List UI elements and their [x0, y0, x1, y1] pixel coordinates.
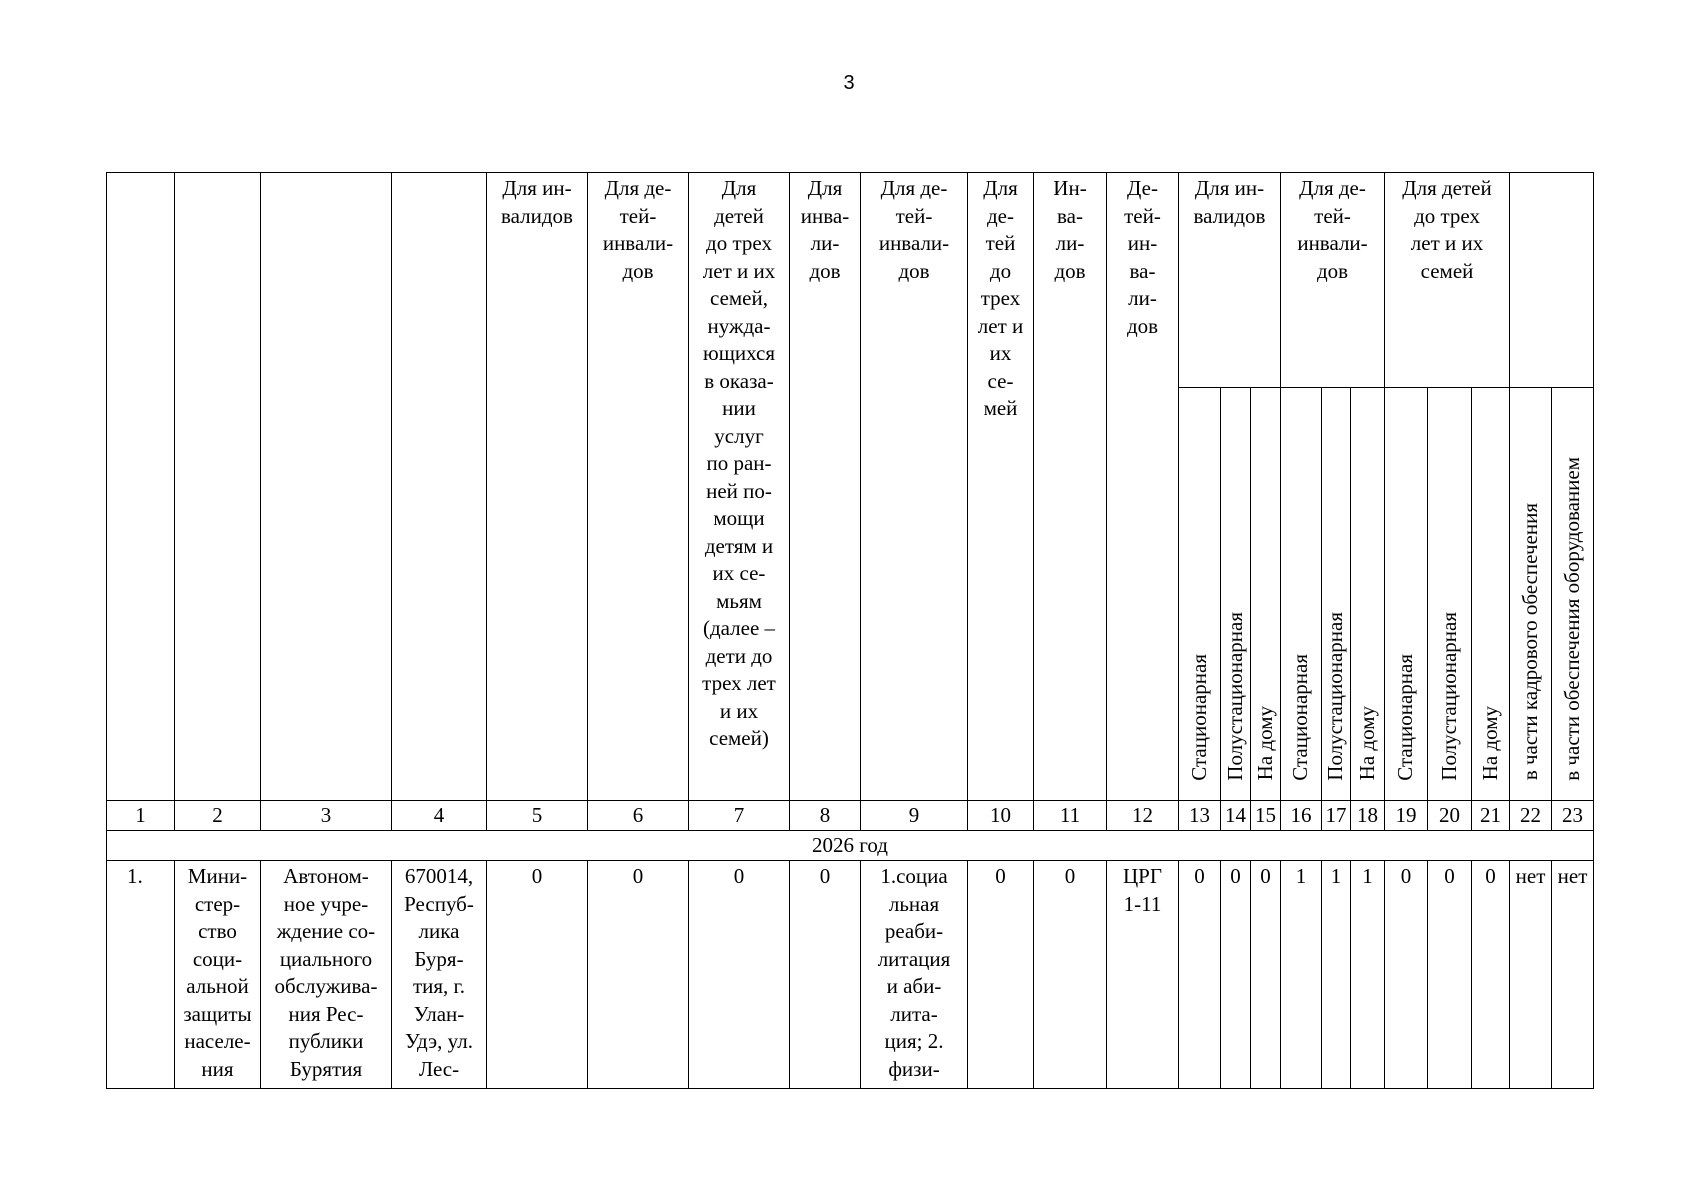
column-number: 14 — [1221, 801, 1251, 831]
column-number: 17 — [1322, 801, 1351, 831]
ministry-cell: Мини- стер- ство соци- альной защиты населе- ния — [175, 861, 261, 1089]
value-cell-col19: 0 — [1385, 861, 1428, 1089]
value-cell-col23: нет — [1552, 861, 1594, 1089]
column-number: 15 — [1251, 801, 1281, 831]
header-vertical-label: Стационарная — [1393, 653, 1418, 781]
column-number: 16 — [1281, 801, 1322, 831]
header-group-provision — [1510, 173, 1594, 388]
value-cell-col11: 0 — [1034, 861, 1107, 1089]
column-number: 19 — [1385, 801, 1428, 831]
header-vertical-label: Полустационарная — [1222, 611, 1247, 781]
header-cell-col4 — [392, 173, 487, 801]
value-cell-col12: ЦРГ 1-11 — [1107, 861, 1179, 1089]
header-vertical-label: Полустационарная — [1436, 611, 1461, 781]
header-cell-col18 — [1351, 388, 1385, 801]
header-cell-col13 — [1179, 388, 1221, 801]
value-cell-col13: 0 — [1179, 861, 1221, 1089]
services-table — [106, 172, 1594, 1089]
value-cell-col14: 0 — [1221, 861, 1251, 1089]
column-number: 4 — [392, 801, 487, 831]
value-cell-col18: 1 — [1351, 861, 1385, 1089]
value-cell-col8: 0 — [790, 861, 861, 1089]
column-number: 5 — [487, 801, 588, 831]
column-number: 21 — [1472, 801, 1510, 831]
column-number: 9 — [861, 801, 968, 831]
header-cell-col12: Де- тей- ин- ва- ли- дов — [1107, 173, 1179, 801]
header-cell-col16 — [1281, 388, 1322, 801]
value-cell-col20: 0 — [1428, 861, 1472, 1089]
services-cell: 1.социа льная реаби- литация и аби- лита- ция; 2. физи- — [861, 861, 968, 1089]
column-number: 8 — [790, 801, 861, 831]
header-cell-col3 — [261, 173, 392, 801]
row-number: 1. — [107, 861, 175, 1089]
value-cell-col15: 0 — [1251, 861, 1281, 1089]
header-vertical-label: Стационарная — [1288, 653, 1313, 781]
header-cell-col8: Для инва- ли- дов — [790, 173, 861, 801]
page-number: 3 — [843, 72, 855, 94]
header-vertical-label: На дому — [1477, 706, 1502, 781]
column-number: 22 — [1510, 801, 1552, 831]
column-number: 12 — [1107, 801, 1179, 831]
header-cell-col15 — [1251, 388, 1281, 801]
header-cell-col20 — [1428, 388, 1472, 801]
value-cell-col10: 0 — [968, 861, 1034, 1089]
value-cell-col17: 1 — [1322, 861, 1351, 1089]
header-cell-col19 — [1385, 388, 1428, 801]
header-group-invalids: Для ин- валидов — [1179, 173, 1281, 388]
value-cell-col7: 0 — [689, 861, 790, 1089]
header-vertical-label: На дому — [1354, 706, 1379, 781]
header-cell-col10: Для де- тей до трех лет и их се- мей — [968, 173, 1034, 801]
column-number: 1 — [107, 801, 175, 831]
header-cell-col17 — [1322, 388, 1351, 801]
header-cell-col1 — [107, 173, 175, 801]
column-number: 20 — [1428, 801, 1472, 831]
header-cell-col9: Для де- тей- инвали- дов — [861, 173, 968, 801]
header-cell-col21 — [1472, 388, 1510, 801]
column-number: 11 — [1034, 801, 1107, 831]
column-number: 3 — [261, 801, 392, 831]
header-cell-col22 — [1510, 388, 1552, 801]
header-cell-col11: Ин- ва- ли- дов — [1034, 173, 1107, 801]
header-vertical-label: в части кадрового обеспечения — [1517, 503, 1542, 781]
value-cell-col22: нет — [1510, 861, 1552, 1089]
header-cell-col5: Для ин- валидов — [487, 173, 588, 801]
year-label: 2026 год — [107, 831, 1594, 861]
header-vertical-label: Полустационарная — [1323, 611, 1348, 781]
column-number-row — [107, 801, 1594, 831]
column-number: 10 — [968, 801, 1034, 831]
column-number: 6 — [588, 801, 689, 831]
column-number: 7 — [689, 801, 790, 831]
year-row — [107, 831, 1594, 861]
value-cell-col16: 1 — [1281, 861, 1322, 1089]
header-group-disabled-children: Для де- тей- инвали- дов — [1281, 173, 1385, 388]
header-row-groups — [107, 173, 1594, 388]
column-number: 13 — [1179, 801, 1221, 831]
header-vertical-label: Стационарная — [1186, 653, 1211, 781]
header-vertical-label: в части обеспечения оборудованием — [1559, 456, 1584, 781]
header-vertical-label: На дому — [1252, 706, 1277, 781]
header-cell-col7: Для детей до трех лет и их семей, нужда- ющихся в оказа- нии услуг по ран- ней по- мощи детям и их се- мьям (далее – дети до трех лет и их семей) — [689, 173, 790, 801]
column-number: 18 — [1351, 801, 1385, 831]
header-cell-col23 — [1552, 388, 1594, 801]
header-cell-col6: Для де- тей- инвали- дов — [588, 173, 689, 801]
column-number: 23 — [1552, 801, 1594, 831]
value-cell-col5: 0 — [487, 861, 588, 1089]
table-row — [107, 861, 1594, 1089]
value-cell-col21: 0 — [1472, 861, 1510, 1089]
column-number: 2 — [175, 801, 261, 831]
header-cell-col14 — [1221, 388, 1251, 801]
header-group-children-under-three: Для детей до трех лет и их семей — [1385, 173, 1510, 388]
address-cell: 670014, Респуб- лика Буря- тия, г. Улан- Удэ, ул. Лес- — [392, 861, 487, 1089]
header-cell-col2 — [175, 173, 261, 801]
value-cell-col6: 0 — [588, 861, 689, 1089]
organization-cell: Автоном- ное учре- ждение со- циального обслужива- ния Рес- публики Бурятия — [261, 861, 392, 1089]
